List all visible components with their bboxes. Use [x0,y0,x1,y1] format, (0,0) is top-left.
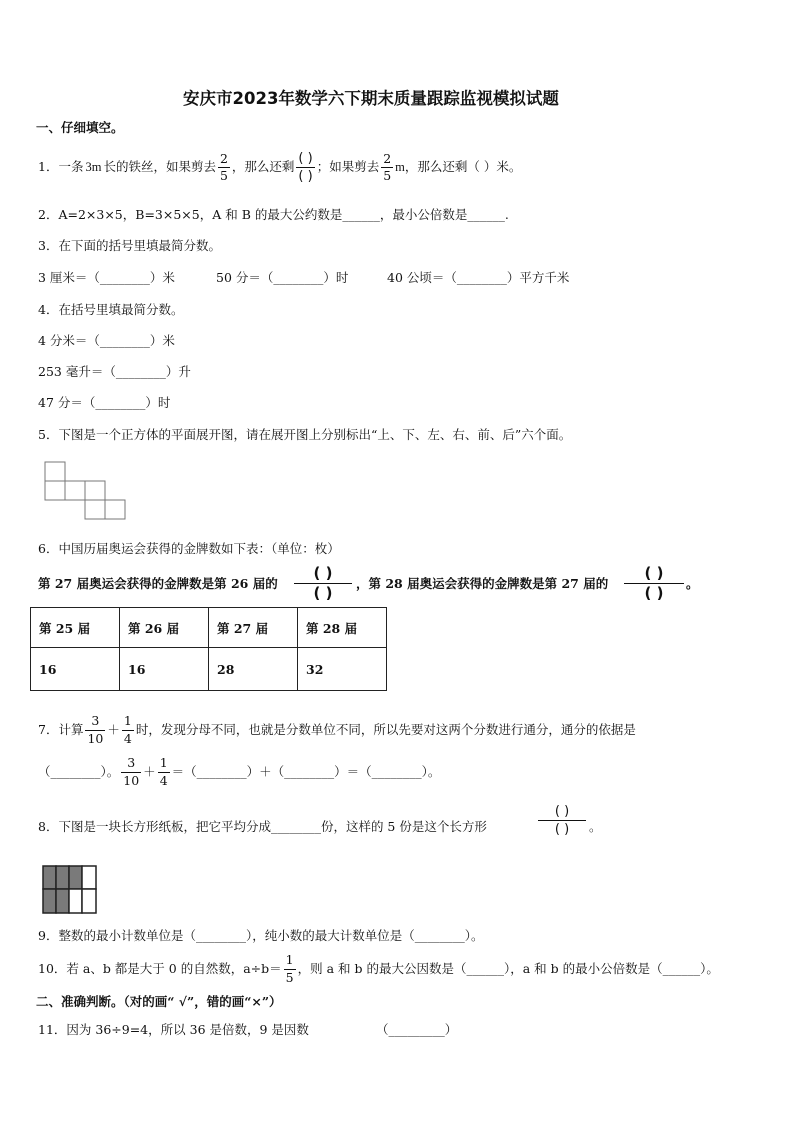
q6-f2-denominator[interactable]: ( ) [644,584,664,602]
q10-numerator: 1 [285,952,294,967]
q1-text-a: 1．一条 [38,159,84,175]
q7-text-a: 7．计算 [38,721,84,737]
question-11: 11．因为 36÷9=4，所以 36 是倍数，9 是因数 [38,1022,309,1037]
table-header-row [31,608,387,648]
q1-text-b: 长的铁丝，如果剪去 [103,159,216,175]
fraction-bar [538,820,586,821]
q8-numerator[interactable]: ( ) [554,804,570,819]
question-2: 2．A=2×3×5，B=3×5×5，A 和 B 的最大公约数是______，最小公倍数是______. [38,207,509,222]
q10-fraction [284,954,296,984]
q7-fraction-4 [158,757,170,787]
q11-answer-blank[interactable]: （_________） [376,1022,458,1037]
q8-end: 。 [589,819,602,834]
rectangle-board-figure [42,865,98,915]
question-1 [38,152,521,183]
q3-item-3: 40 公顷＝（________）平方千米 [387,270,570,285]
question-4: 4．在括号里填最简分数。 [38,302,184,317]
q7-text-c: （________）。 [38,763,120,779]
table-header-cell: 第 27 届 [209,608,298,648]
net-face-6 [105,500,125,519]
q7-f2-denominator: 4 [123,730,132,746]
q7-f4-denominator: 4 [159,772,168,788]
page-title: 安庆市2023年数学六下期末质量跟踪监视模拟试题 [183,89,559,108]
table-header-cell: 第 26 届 [120,608,209,648]
q1-length: 3m [85,160,102,175]
q4-item-2: 253 毫升＝（________）升 [38,364,191,379]
q1-text-c: ，那么还剩 [231,159,295,175]
net-face-2 [45,481,65,500]
table-cell: 16 [120,648,209,691]
table-header-cell: 第 25 届 [31,608,120,648]
q1-f1-denominator: 5 [219,168,228,183]
q4-item-3: 47 分＝（________）时 [38,395,171,410]
q7-text-b: 时，发现分母不同，也就是分数单位不同，所以先要对这两个分数进行通分，通分的依据是 [135,721,636,737]
q8-answer-fraction[interactable] [538,805,586,836]
q6-f1-numerator[interactable]: ( ) [313,564,333,582]
q7-equation: ＝（________）＋（________）＝（________）。 [171,763,441,779]
net-face-3 [65,481,85,500]
q7-f1-numerator: 3 [91,713,100,728]
q1-f2-numerator: 2 [383,150,392,166]
q10-denominator: 5 [285,969,294,985]
shaded-part [56,889,69,913]
q7-f1-denominator: 10 [87,730,104,746]
q1-text-e: ，那么还剩（ ）米。 [404,159,522,175]
question-5: 5．下图是一个正方体的平面展开图，请在展开图上分别标出“上、下、左、右、前、后”六个面。 [38,427,572,442]
table-cell: 16 [31,648,120,691]
q6-f1-denominator[interactable]: ( ) [313,584,333,602]
q7-fraction-1 [85,715,105,745]
plus-sign: ＋ [107,721,120,737]
q1-f1-numerator: 2 [219,150,228,166]
question-7-line-2 [38,757,440,787]
blank-part [82,866,96,889]
section-2-heading: 二、准确判断。（对的画“ √”，错的画“×”） [36,994,282,1009]
table-cell: 28 [209,648,298,691]
q3-item-2: 50 分＝（________）时 [216,270,349,285]
q6-answer-fraction-2[interactable] [624,566,684,601]
net-face-4 [85,481,105,500]
q1-f2-denominator: 5 [383,168,392,183]
question-7 [38,715,636,745]
q1-fraction-1 [218,150,230,183]
q8-denominator[interactable]: ( ) [554,822,570,837]
q1-answer-denominator[interactable]: ( ) [298,169,313,184]
q7-fraction-2 [122,715,134,745]
net-face-5 [85,500,105,519]
q1-unit: m [395,160,405,175]
q6-line-a: 第 27 届奥运会获得的金牌数是第 26 届的 [38,576,278,591]
q7-f3-denominator: 10 [123,772,140,788]
q7-fraction-3 [121,757,141,787]
q7-f3-numerator: 3 [127,755,136,770]
cube-net-figure [40,460,130,524]
medal-table [30,607,387,691]
q6-answer-fraction-1[interactable] [294,566,352,601]
q10-text-a: 10．若 a、b 都是大于 0 的自然数，a÷b＝ [38,960,282,976]
question-9: 9．整数的最小计数单位是（________），纯小数的最大计数单位是（________）。 [38,928,484,943]
table-header-cell: 第 28 届 [298,608,387,648]
q1-answer-numerator[interactable]: ( ) [298,151,313,166]
plus-sign: ＋ [143,763,156,779]
q1-answer-fraction[interactable] [296,152,314,183]
shaded-part [56,866,69,889]
net-face-1 [45,462,65,481]
shaded-part [69,866,82,889]
q1-fraction-2 [381,150,393,183]
blank-part [69,889,82,913]
question-10 [38,954,719,984]
q4-item-1: 4 分米＝（________）米 [38,333,175,348]
shaded-part [43,889,56,913]
question-8: 8．下图是一块长方形纸板，把它平均分成________份，这样的 5 份是这个长方形 [38,819,487,834]
table-row [31,648,387,691]
q7-f2-numerator: 1 [123,713,132,728]
q10-text-b: ，则 a 和 b 的最大公因数是（______），a 和 b 的最小公倍数是（______）。 [297,960,719,976]
q6-line-end: 。 [686,576,699,591]
question-6: 6．中国历届奥运会获得的金牌数如下表：（单位：枚） [38,541,340,556]
blank-part [82,889,96,913]
table-cell: 32 [298,648,387,691]
q3-item-1: 3 厘米＝（________）米 [38,270,175,285]
shaded-part [43,866,56,889]
q7-f4-numerator: 1 [159,755,168,770]
q6-line-b: ，第 28 届奥运会获得的金牌数是第 27 届的 [356,576,609,591]
q6-f2-numerator[interactable]: ( ) [644,564,664,582]
question-3: 3．在下面的括号里填最简分数。 [38,238,221,253]
section-1-heading: 一、仔细填空。 [36,120,124,135]
q1-text-d: ；如果剪去 [316,159,380,175]
